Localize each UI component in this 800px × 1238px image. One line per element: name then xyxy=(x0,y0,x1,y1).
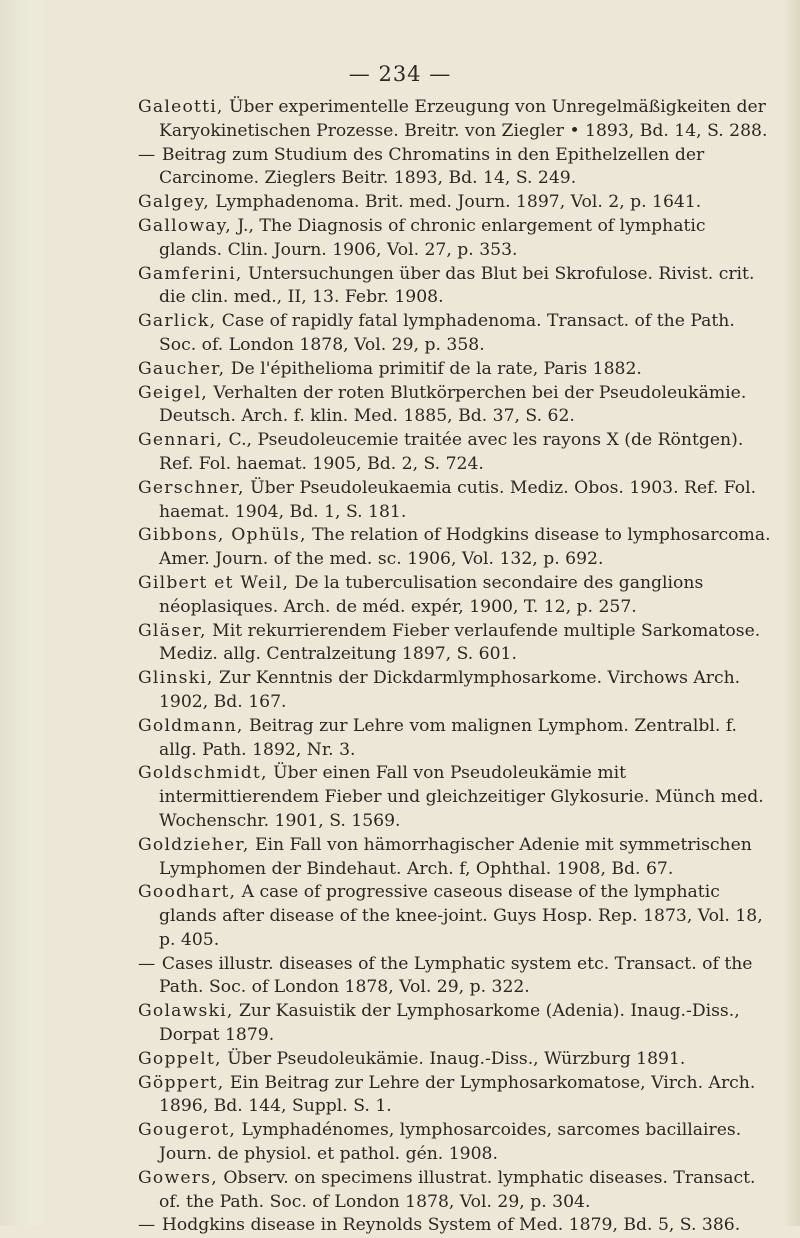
entry-text: Untersuchungen über das Blut bei Skrofulose. Rivist. crit. die clin. med., II, 13. Febr. 1908. xyxy=(159,263,755,308)
entry-author: Goldzieher, xyxy=(138,834,250,855)
entry-text: De l'épithelioma primitif de la rate, Paris 1882. xyxy=(225,358,642,379)
bibliography-entry xyxy=(138,524,773,572)
bibliography-entry xyxy=(138,263,773,311)
bibliography-entry xyxy=(138,762,773,833)
page-number: — 234 — xyxy=(348,62,452,86)
entry-text: Lymphadenoma. Brit. med. Journ. 1897, Vol. 2, p. 1641. xyxy=(209,192,702,213)
entry-author: — xyxy=(138,144,157,165)
bibliography-entry xyxy=(138,1119,773,1167)
entry-author: Galeotti, xyxy=(138,97,224,117)
entry-text: Mit rekurrierendem Fieber verlaufende multiple Sarkomatose. Mediz. allg. Centralzeitung 1897, S. 601. xyxy=(159,620,761,665)
page-left-edge xyxy=(0,0,52,1226)
entry-text: The relation of Hodgkins disease to lymphosarcoma. Amer. Journ. of the med. sc. 1906, Vol. 132, p. 692. xyxy=(159,525,771,570)
entry-author: Gerschner, xyxy=(138,477,245,498)
bibliography-entry xyxy=(138,1167,773,1215)
entry-text: C., Pseudoleucemie traitée avec les rayons X (de Röntgen). Ref. Fol. haemat. 1905, Bd. 2, S. 724. xyxy=(159,430,744,474)
entry-author: Gaucher, xyxy=(138,358,226,379)
bibliography-entry xyxy=(138,382,773,430)
bibliography-entry xyxy=(138,572,773,620)
entry-author: — xyxy=(138,953,157,974)
entry-author: Gamferini, xyxy=(138,263,243,284)
entry-author: Geigel, xyxy=(138,382,208,403)
bibliography-entry xyxy=(138,358,773,382)
entry-author: Gläser, xyxy=(138,620,207,641)
entry-text: Cases illustr. diseases of the Lymphatic system etc. Transact. of the Path. Soc. of London 1878, Vol. 29, p. 322. xyxy=(156,953,753,998)
entry-text: Beitrag zur Lehre vom malignen Lymphom. Zentralbl. f. allg. Path. 1892, Nr. 3. xyxy=(159,715,738,760)
entry-text: Über Pseudoleukämie. Inaug.-Diss., Würzburg 1891. xyxy=(221,1048,686,1069)
bibliography-entry xyxy=(138,953,773,1001)
bibliography-entry xyxy=(138,429,773,477)
bibliography-entry xyxy=(138,310,773,358)
entry-author: Gibbons, Ophüls, xyxy=(138,525,307,546)
entry-text: Zur Kenntnis der Dickdarmlymphosarkome. Virchows Arch. 1902, Bd. 167. xyxy=(159,668,741,712)
bibliography-entry xyxy=(138,715,773,763)
entry-author: Gennari, xyxy=(138,430,224,451)
page-right-edge xyxy=(784,0,800,1226)
entry-text: J., The Diagnosis of chronic enlargement of lymphatic glands. Clin. Journ. 1906, Vol. 27, p. 353. xyxy=(159,215,706,260)
bibliography-entry xyxy=(138,477,773,525)
entry-author: Galloway, xyxy=(138,215,232,236)
entry-text: Zur Kasuistik der Lymphosarkome (Adenia). Inaug.-Diss., Dorpat 1879. xyxy=(159,1001,740,1046)
entry-text: Beitrag zum Studium des Chromatins in den Epithelzellen der Carcinome. Zieglers Beitr. 1893, Bd. 14, S. 249. xyxy=(156,144,705,189)
bibliography-entry xyxy=(138,667,773,715)
entry-author: Göppert, xyxy=(138,1072,225,1093)
entry-author: Gougerot, xyxy=(138,1120,237,1141)
entry-author: Glinski, xyxy=(138,668,214,689)
bibliography-entry xyxy=(138,1072,773,1120)
bibliography-entry xyxy=(138,215,773,263)
entry-text: Ein Fall von hämorrhagischer Adenie mit symmetrischen Lymphomen der Bindehaut. Arch. f, Ophthal. 1908, Bd. 67. xyxy=(159,834,752,879)
entry-author: — xyxy=(138,1215,157,1236)
bibliography-list xyxy=(138,96,773,1238)
bibliography-entry xyxy=(138,620,773,668)
entry-text: Über experimentelle Erzeugung von Unregelmäßigkeiten der Karyokinetischen Prozesse. Breitr. von Ziegler • 1893, Bd. 14, S. 288. xyxy=(159,97,768,141)
entry-text: De la tuberculisation secondaire des ganglions néoplasiques. Arch. de méd. expér, 1900, T. 12, p. 257. xyxy=(159,572,704,617)
entry-text: Verhalten der roten Blutkörperchen bei der Pseudoleukämie. Deutsch. Arch. f. klin. Med. 1885, Bd. 37, S. 62. xyxy=(159,382,747,427)
entry-author: Goodhart, xyxy=(138,882,237,903)
entry-author: Goldschmidt, xyxy=(138,763,268,784)
bibliography-entry xyxy=(138,1214,773,1238)
bibliography-entry xyxy=(138,1048,773,1072)
bibliography-entry xyxy=(138,144,773,192)
bibliography-entry xyxy=(138,881,773,952)
entry-author: Goppelt, xyxy=(138,1048,222,1069)
entry-author: Gilbert et Weil, xyxy=(138,572,290,593)
entry-text: Observ. on specimens illustrat. lymphatic diseases. Transact. of. the Path. Soc. of London 1878, Vol. 29, p. 304. xyxy=(159,1167,756,1212)
entry-author: Galgey, xyxy=(138,192,210,213)
entry-text: A case of progressive caseous disease of the lymphatic glands after disease of the knee-joint. Guys Hosp. Rep. 1873, Vol. 18, p. 405. xyxy=(159,882,763,950)
entry-text: Lymphadénomes, lymphosarcoides, sarcomes bacillaires. Journ. de physiol. et pathol. gén. 1908. xyxy=(159,1120,742,1165)
entry-text: Ein Beitrag zur Lehre der Lymphosarkomatose, Virch. Arch. 1896, Bd. 144, Suppl. S. 1. xyxy=(159,1072,756,1117)
bibliography-entry xyxy=(138,1000,773,1048)
bibliography-entry xyxy=(138,191,773,215)
entry-text: Hodgkins disease in Reynolds System of Med. 1879, Bd. 5, S. 386. xyxy=(156,1215,741,1236)
entry-text: Über Pseudoleukaemia cutis. Mediz. Obos. 1903. Ref. Fol. haemat. 1904, Bd. 1, S. 181. xyxy=(159,477,757,522)
entry-author: Goldmann, xyxy=(138,715,244,736)
bibliography-entry xyxy=(138,834,773,882)
entry-author: Garlick, xyxy=(138,311,217,332)
entry-text: Über einen Fall von Pseudoleukämie mit intermittierendem Fieber und gleichzeitiger Glykosurie. Münch med. Wochenschr. 1901, S. 1569. xyxy=(159,763,764,831)
entry-author: Gowers, xyxy=(138,1167,218,1188)
entry-text: Case of rapidly fatal lymphadenoma. Transact. of the Path. Soc. of. London 1878, Vol. 29, p. 358. xyxy=(159,311,735,355)
entry-author: Golawski, xyxy=(138,1001,234,1022)
bibliography-entry xyxy=(138,96,773,144)
